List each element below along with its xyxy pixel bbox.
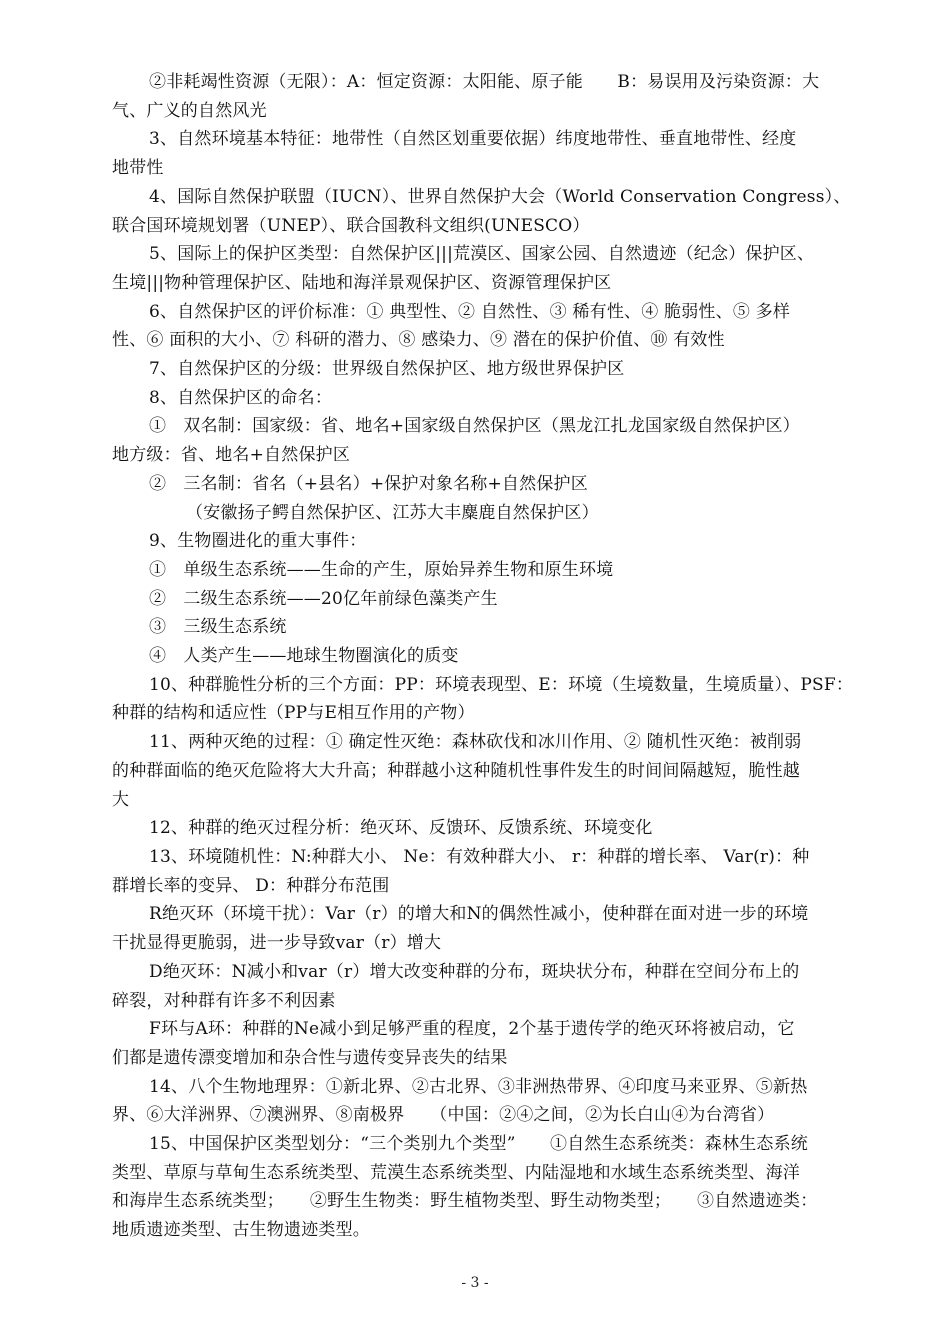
text-line: ② 二级生态系统——20亿年前绿色藻类产生	[149, 588, 498, 609]
text-line: 地带性	[112, 158, 164, 179]
text-line: ② 三名制：省名（+县名）+保护对象名称+自然保护区	[149, 473, 588, 494]
text-line: 大	[112, 789, 130, 810]
text-line: 气、广义的自然风光	[112, 100, 267, 121]
text-line: 们都是遗传漂变增加和杂合性与遗传变异丧失的结果	[112, 1047, 508, 1068]
text-line: 和海岸生态系统类型； ②野生生物类：野生植物类型、野生动物类型； ③自然遗迹类：	[112, 1191, 818, 1212]
text-line: 碎裂，对种群有许多不利因素	[112, 990, 336, 1011]
text-line: 15、中国保护区类型划分：“三个类别九个类型” ①自然生态系统类：森林生态系统	[149, 1134, 809, 1155]
text-line: 12、种群的绝灭过程分析：绝灭环、反馈环、反馈系统、环境变化	[149, 818, 653, 839]
text-line: 14、八个生物地理界：①新北界、②古北界、③非洲热带界、④印度马来亚界、⑤新热	[149, 1076, 808, 1097]
text-line: 类型、草原与草甸生态系统类型、荒漠生态系统类型、内陆湿地和水域生态系统类型、海洋	[112, 1162, 800, 1183]
text-line: 7、自然保护区的分级：世界级自然保护区、地方级世界保护区	[149, 359, 625, 380]
text-line: D绝灭环：N减小和var（r）增大改变种群的分布，斑块状分布，种群在空间分布上的	[149, 961, 800, 982]
text-line: 4、国际自然保护联盟（IUCN）、世界自然保护大会（World Conservation Congress）、	[149, 186, 851, 207]
text-line: R绝灭环（环境干扰）：Var（r）的增大和N的偶然性减小，使种群在面对进一步的环境	[149, 904, 809, 925]
text-line: 种群的结构和适应性（PP与E相互作用的产物）	[112, 703, 475, 724]
document-body	[112, 68, 884, 1245]
text-line: 6、自然保护区的评价标准：① 典型性、② 自然性、③ 稀有性、④ 脆弱性、⑤ 多样	[149, 301, 791, 322]
text-line: ④ 人类产生——地球生物圈演化的质变	[149, 646, 459, 667]
text-line: 干扰显得更脆弱，进一步导致var（r）增大	[112, 933, 442, 954]
text-line: 群增长率的变异、 D：种群分布范围	[112, 875, 390, 896]
text-line: 地质遗迹类型、古生物遗迹类型。	[112, 1220, 370, 1241]
text-line: 界、⑥大洋洲界、⑦澳洲界、⑧南极界 （中国：②④之间，②为长白山④为台湾省）	[112, 1105, 775, 1126]
text-line: 的种群面临的绝灭危险将大大升高；种群越小这种随机性事件发生的时间间隔越短，脆性越	[112, 760, 800, 781]
text-line: ③ 三级生态系统	[149, 617, 287, 638]
text-line: 9、生物圈进化的重大事件：	[149, 531, 367, 552]
text-line: ②非耗竭性资源（无限）：A：恒定资源：太阳能、原子能 B：易误用及污染资源：大	[149, 72, 820, 92]
text-line: 13、环境随机性：N:种群大小、 Ne：有效种群大小、 r：种群的增长率、 Var(r)：种	[149, 846, 810, 867]
page-number: - 3 -	[461, 1275, 489, 1291]
text-line: ① 双名制：国家级：省、地名+国家级自然保护区（黑龙江扎龙国家级自然保护区）	[149, 416, 800, 437]
text-line: 性、⑥ 面积的大小、⑦ 科研的潜力、⑧ 感染力、⑨ 潜在的保护价值、⑩ 有效性	[112, 330, 725, 351]
text-line: 10、种群脆性分析的三个方面：PP：环境表现型、E：环境（生境数量，生境质量）、PSF：	[149, 674, 854, 695]
text-line: ① 单级生态系统——生命的产生，原始异养生物和原生环境	[149, 559, 614, 580]
text-line: 8、自然保护区的命名：	[149, 387, 333, 408]
text-line: 3、自然环境基本特征：地带性（自然区划重要依据）纬度地带性、垂直地带性、经度	[149, 129, 797, 150]
text-line: F环与A环：种群的Ne减小到足够严重的程度，2个基于遗传学的绝灭环将被启动，它	[149, 1019, 795, 1040]
text-line: （安徽扬子鳄自然保护区、江苏大丰麋鹿自然保护区）	[186, 502, 599, 523]
text-line: 联合国环境规划署（UNEP）、联合国教科文组织(UNESCO）	[112, 215, 590, 236]
text-line: 11、两种灭绝的过程：① 确定性灭绝：森林砍伐和冰川作用、② 随机性灭绝：被削弱	[149, 732, 802, 753]
text-line: 地方级：省、地名+自然保护区	[112, 445, 351, 466]
text-line: 生境|||物种管理保护区、陆地和海洋景观保护区、资源管理保护区	[112, 272, 612, 293]
text-line: 5、国际上的保护区类型：自然保护区|||荒漠区、国家公园、自然遗迹（纪念）保护区、	[149, 244, 815, 265]
